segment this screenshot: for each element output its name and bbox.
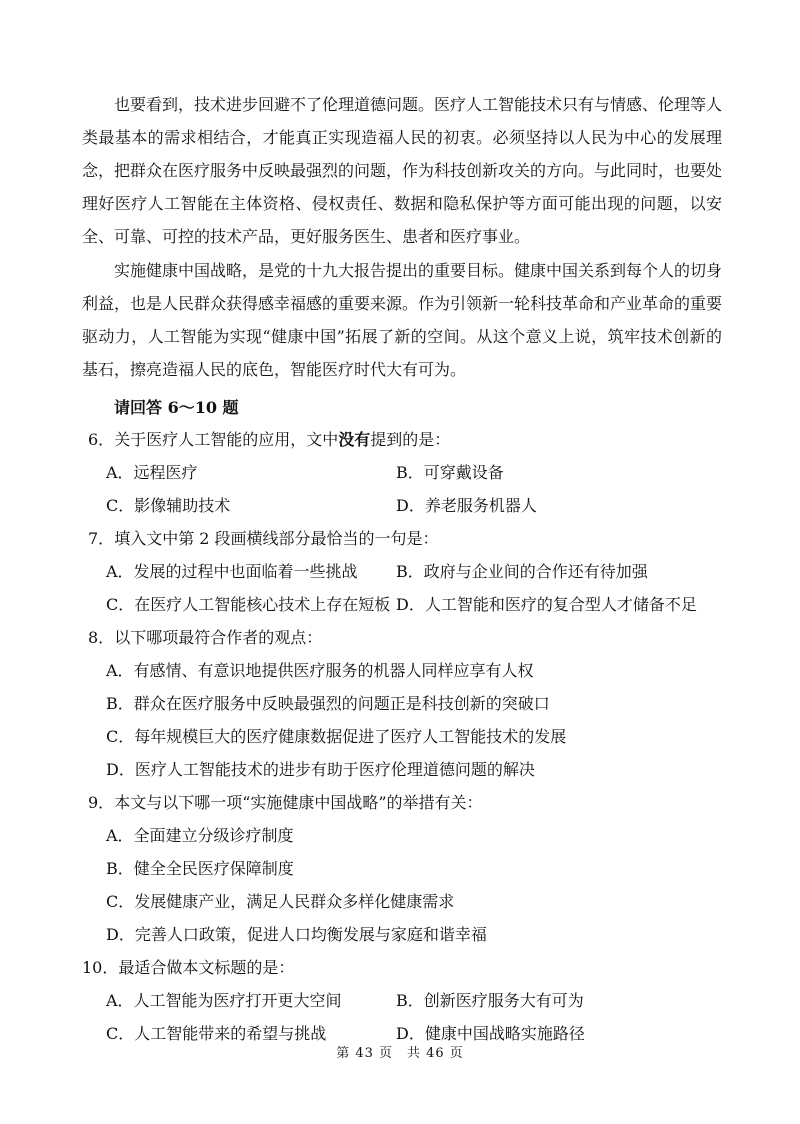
- question-9-stem: [82, 786, 742, 819]
- option-c[interactable]: C．人工智能带来的希望与挑战: [106, 1024, 327, 1043]
- question-9: [82, 786, 742, 951]
- option-b[interactable]: B．健全全民医疗保障制度: [106, 859, 294, 878]
- section-heading: 请回答 6～10 题: [114, 398, 239, 417]
- question-6-stem-end: 提到的是：: [370, 430, 451, 449]
- question-number: 10．: [82, 958, 119, 977]
- passage-paragraph-1: 也要看到，技术进步回避不了伦理道德问题。医疗人工智能技术只有与情感、伦理等人类最基本的需求相结合，才能真正实现造福人民的初衷。必须坚持以人民为中心的发展理念，把群众在医疗服务中反映最强烈的问题，作为科技创新攻关的方向。与此同时，也要处理好医疗人工智能在主体资格、侵权责任、数据和隐私保护等方面可能出现的问题，以安全、可靠、可控的技术产品，更好服务医生、患者和医疗事业。: [82, 95, 723, 246]
- option-d[interactable]: D．健康中国战略实施路径: [396, 1024, 585, 1043]
- question-6-stem-text: 关于医疗人工智能的应用，文中: [114, 430, 339, 449]
- question-number: 7．: [88, 529, 115, 548]
- question-6: [82, 423, 742, 522]
- option-d[interactable]: D．人工智能和医疗的复合型人才储备不足: [396, 595, 697, 614]
- question-7-stem-text: 填入文中第 2 段画横线部分最恰当的一句是：: [114, 529, 439, 548]
- option-b[interactable]: B．创新医疗服务大有可为: [396, 991, 584, 1010]
- option-row: [82, 555, 742, 588]
- option-a[interactable]: A．发展的过程中也面临着一些挑战: [106, 562, 358, 581]
- passage-paragraph-2: 实施健康中国战略，是党的十九大报告提出的重要目标。健康中国关系到每个人的切身利益，也是人民群众获得感幸福感的重要来源。作为引领新一轮科技革命和产业革命的重要驱动力，人工智能为实现“健康中国”拓展了新的空间。从这个意义上说，筑牢技术创新的基石，擦亮造福人民的底色，智能医疗时代大有可为。: [82, 261, 723, 379]
- option-c[interactable]: C．在医疗人工智能核心技术上存在短板: [106, 595, 391, 614]
- question-10-stem-text: 最适合做本文标题的是：: [118, 958, 295, 977]
- option-b[interactable]: B．政府与企业间的合作还有待加强: [396, 562, 648, 581]
- option-d[interactable]: D．养老服务机器人: [396, 496, 537, 515]
- question-10: [82, 951, 742, 1050]
- question-6-emphasis: 没有: [338, 430, 371, 449]
- question-8-stem: [82, 621, 742, 654]
- question-number: 6．: [88, 430, 115, 449]
- option-c[interactable]: C．发展健康产业，满足人民群众多样化健康需求: [106, 892, 455, 911]
- option-a[interactable]: A．远程医疗: [106, 463, 198, 482]
- question-9-stem-text: 本文与以下哪一项“实施健康中国战略”的举措有关：: [114, 793, 483, 812]
- option-a[interactable]: A．有感情、有意识地提供医疗服务的机器人同样应享有人权: [106, 661, 534, 680]
- option-a[interactable]: A．全面建立分级诊疗制度: [106, 826, 294, 845]
- question-number: 8．: [88, 628, 115, 647]
- question-6-stem: [82, 423, 742, 456]
- option-row: [82, 489, 742, 522]
- option-a[interactable]: A．人工智能为医疗打开更大空间: [106, 991, 342, 1010]
- question-7: [82, 522, 742, 621]
- option-b[interactable]: B．群众在医疗服务中反映最强烈的问题正是科技创新的突破口: [106, 694, 550, 713]
- option-d[interactable]: D．完善人口政策，促进人口均衡发展与家庭和谐幸福: [106, 925, 487, 944]
- question-8-stem-text: 以下哪项最符合作者的观点：: [114, 628, 323, 647]
- question-7-stem: [82, 522, 742, 555]
- option-row: [82, 588, 742, 621]
- option-row: [82, 984, 742, 1017]
- page-footer: 第 43 页 共 46 页: [336, 1046, 464, 1061]
- option-b[interactable]: B．可穿戴设备: [396, 463, 504, 482]
- question-10-stem: [82, 951, 742, 984]
- question-list: [82, 423, 742, 1050]
- option-d[interactable]: D．医疗人工智能技术的进步有助于医疗伦理道德问题的解决: [106, 760, 535, 779]
- option-row: [82, 456, 742, 489]
- option-c[interactable]: C．每年规模巨大的医疗健康数据促进了医疗人工智能技术的发展: [106, 727, 567, 746]
- question-8: [82, 621, 742, 786]
- option-c[interactable]: C．影像辅助技术: [106, 496, 231, 515]
- question-number: 9．: [88, 793, 115, 812]
